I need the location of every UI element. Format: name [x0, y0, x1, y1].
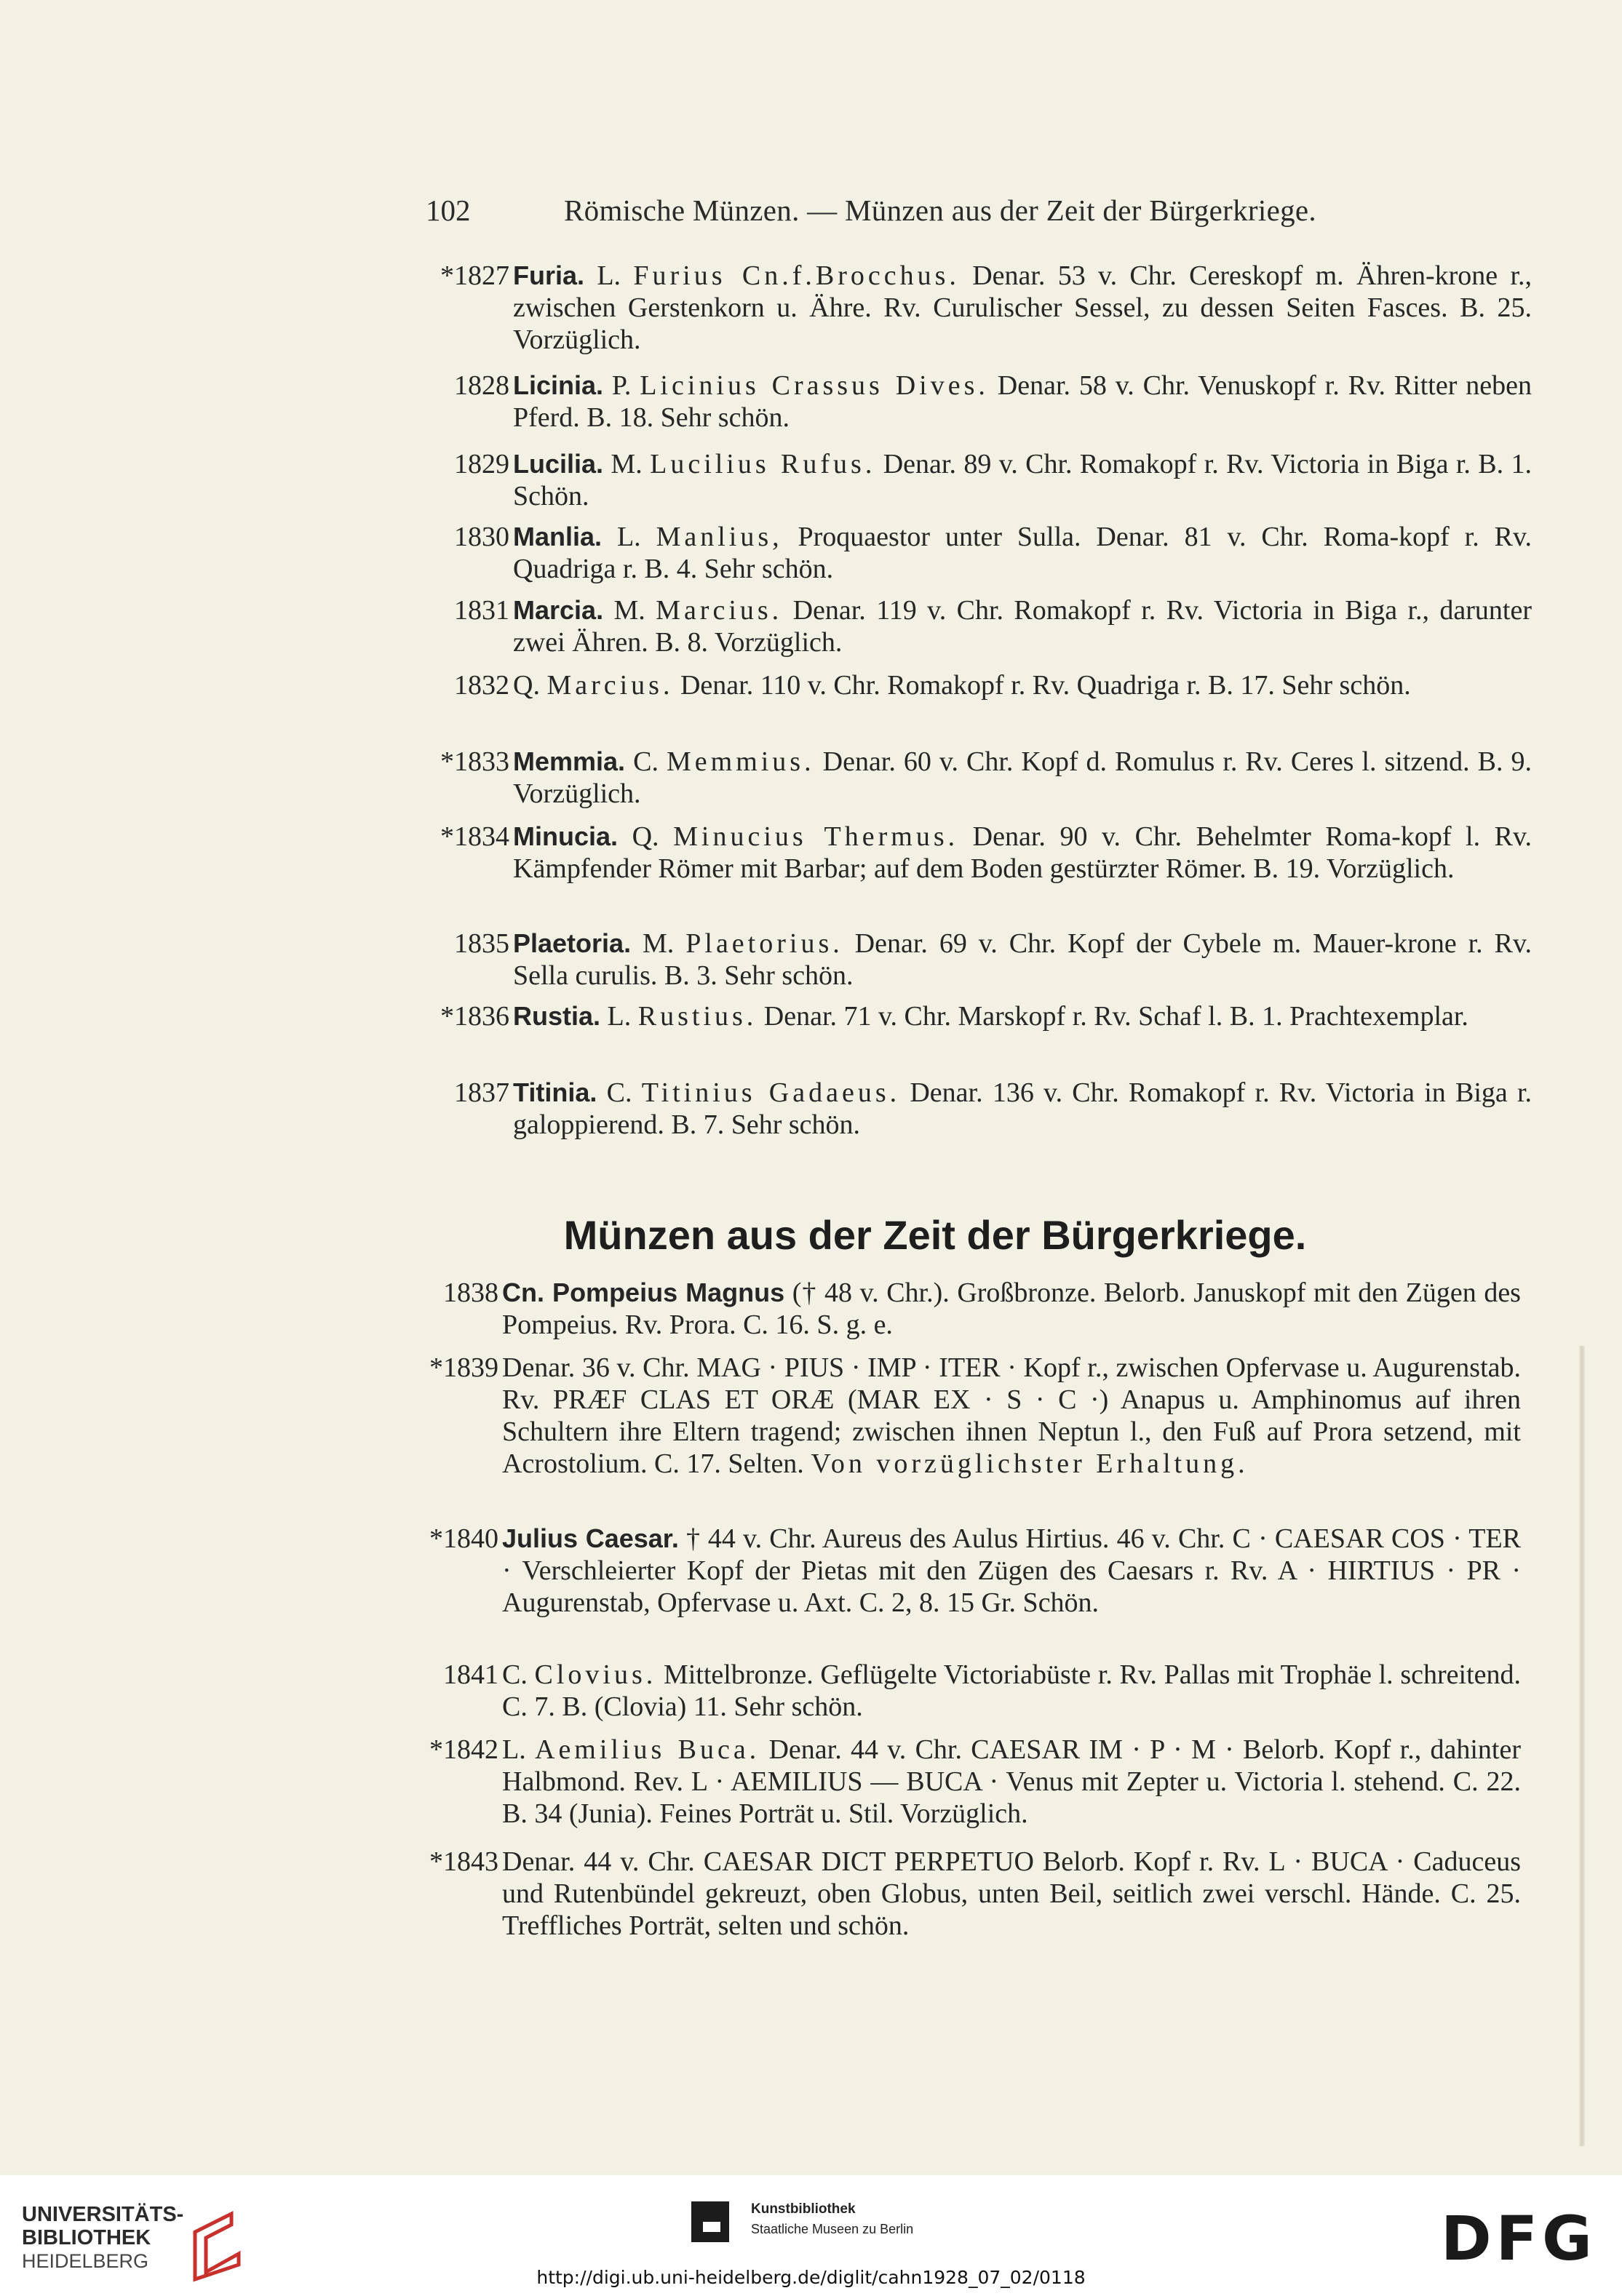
entry-family-name: Licinia.: [513, 370, 604, 400]
entry-description: † 44 v. Chr. Aureus des Aulus Hirtius. 46 v. Chr. C · CAESAR COS · TER · Verschleierter Kopf der Pietas mit den Zügen des Caesars r. Rv. A · HIRTIUS · PR · Augurenstab, Opfervase u. Axt. C. 2, 8. 15 Gr. Schön.: [502, 1523, 1522, 1618]
entry-moneyer: Marcius.: [656, 595, 783, 626]
entry-family-name: Marcia.: [513, 595, 604, 625]
entry-number: 1832: [454, 670, 509, 701]
entry-description: († 48 v. Chr.). Großbronze. Belorb. Januskopf mit den Zügen des Pompeius. Rv. Prora. C. 16. S. g. e.: [502, 1277, 1521, 1340]
entry-praenomen: M.: [613, 595, 645, 626]
entry-moneyer: Minucius Thermus.: [673, 821, 959, 852]
entry-moneyer: Manlius,: [656, 522, 783, 552]
entry-family-name: Memmia.: [513, 746, 626, 776]
entry-description: Denar. 36 v. Chr. MAG · PIUS · IMP · ITER · Kopf r., zwischen Opfervase u. Augurenstab. Rv. PRÆF CLAS ET ORÆ (MAR EX · S · C ·) Anapus u. Amphinomus auf ihren Schultern ihre Eltern tragend; zwischen ihnen Neptun l., den Fuß auf Prora setzend, mit Acrostolium. C. 17. Selten.: [502, 1352, 1521, 1479]
kb-logo-line1: Kunstbibliothek: [751, 2201, 856, 2217]
ub-logo-line1: UNIVERSITÄTS-: [22, 2203, 184, 2226]
page-number: 102: [426, 194, 471, 227]
entry-number: *1827: [440, 260, 509, 291]
viewer-footer: [0, 2175, 1622, 2296]
entry-family-name: Furia.: [513, 260, 585, 290]
entry-number: 1835: [454, 928, 509, 959]
page-edge-shadow: [1579, 1346, 1585, 2146]
entry-moneyer: Furius Cn.f.Brocchus.: [633, 260, 960, 291]
ub-logo-line3: HEIDELBERG: [22, 2250, 149, 2272]
entry-description: Denar. 58 v. Chr. Venuskopf r. Rv. Ritter neben Pferd. B. 18. Sehr schön.: [513, 370, 1532, 433]
entry-moneyer: Marcius.: [546, 670, 674, 701]
entry-number: *1840: [429, 1523, 498, 1554]
entry-description: Denar. 69 v. Chr. Kopf der Cybele m. Mauer-krone r. Rv. Sella curulis. B. 3. Sehr schön.: [513, 928, 1532, 991]
entry-family-name: Julius Caesar.: [502, 1523, 679, 1553]
entry-praenomen: C.: [606, 1077, 632, 1108]
entry-praenomen: C.: [633, 746, 659, 777]
entry-praenomen: L.: [502, 1734, 526, 1765]
entry-praenomen: M.: [611, 449, 643, 479]
entry-praenomen: Q.: [513, 670, 540, 701]
entry-number: 1831: [454, 595, 509, 626]
entry-number: 1841: [443, 1659, 498, 1690]
entry-number: *1842: [429, 1734, 498, 1765]
entry-praenomen: L.: [616, 522, 641, 552]
entry-moneyer: Aemilius Buca.: [535, 1734, 760, 1765]
entry-number: *1834: [440, 821, 509, 852]
entry-description: Denar. 136 v. Chr. Romakopf r. Rv. Victoria in Biga r. galoppierend. B. 7. Sehr schön.: [513, 1077, 1532, 1140]
entry-number: *1843: [429, 1846, 498, 1877]
entry-praenomen: L.: [607, 1001, 632, 1032]
entry-description: Denar. 71 v. Chr. Marskopf r. Rv. Schaf l. B. 1. Prachtexemplar.: [757, 1001, 1468, 1032]
entry-description: Proquaestor unter Sulla. Denar. 81 v. Chr. Roma-kopf r. Rv. Quadriga r. B. 4. Sehr schön.: [513, 522, 1532, 584]
entry-family-name: Rustia.: [513, 1001, 601, 1031]
entry-moneyer: Plaetorius.: [685, 928, 843, 959]
entry-praenomen: Q.: [632, 821, 659, 852]
kunstbibliothek-logo[interactable]: [691, 2199, 953, 2257]
entry-moneyer: Licinius Crassus Dives.: [640, 370, 989, 401]
entry-description: Denar. 119 v. Chr. Romakopf r. Rv. Victoria in Biga r., darunter zwei Ähren. B. 8. Vorzüglich.: [513, 595, 1532, 658]
entry-praenomen: C.: [502, 1659, 528, 1690]
entry-number: 1828: [454, 370, 509, 401]
entry-description: Denar. 44 v. Chr. CAESAR DICT PERPETUO Belorb. Kopf r. Rv. L · BUCA · Caduceus und Rutenbündel gekreuzt, oben Globus, unten Beil, seitlich zwei verschl. Hände. C. 25. Treffliches Porträt, selten und schön.: [502, 1846, 1521, 1941]
entry-description: Denar. 60 v. Chr. Kopf d. Romulus r. Rv. Ceres l. sitzend. B. 9. Vorzüglich.: [513, 746, 1532, 809]
section-heading: Münzen aus der Zeit der Bürgerkriege.: [563, 1212, 1307, 1258]
entry-number: 1830: [454, 522, 509, 552]
entry-description: Denar. 89 v. Chr. Romakopf r. Rv. Victoria in Biga r. B. 1. Schön.: [513, 449, 1532, 511]
entry-moneyer: Clovius.: [534, 1659, 657, 1690]
entry-number: 1829: [454, 449, 509, 479]
entry-description: Denar. 90 v. Chr. Behelmter Roma-kopf l. Rv. Kämpfender Römer mit Barbar; auf dem Boden gestürzter Römer. B. 19. Vorzüglich.: [513, 821, 1532, 884]
entry-praenomen: P.: [611, 370, 632, 401]
entry-moneyer: Rustius.: [637, 1001, 758, 1032]
entry-description: Denar. 44 v. Chr. CAESAR IM · P · M · Belorb. Kopf r., dahinter Halbmond. Rev. L · AEMILIUS — BUCA · Venus mit Zepter u. Victoria l. stehend. C. 22. B. 34 (Junia). Feines Porträt u. Stil. Vorzüglich.: [502, 1734, 1521, 1829]
entry-family-name: Titinia.: [513, 1077, 597, 1107]
entry-praenomen: L.: [597, 260, 621, 291]
entry-number: *1839: [429, 1352, 498, 1383]
entry-grade: Von vorzüglichster Erhaltung.: [811, 1448, 1249, 1479]
entry-moneyer: Memmius.: [666, 746, 815, 777]
entry-family-name: Minucia.: [513, 821, 619, 851]
kunstbibliothek-mark-icon: [691, 2201, 729, 2242]
entry-description: Mittelbronze. Geflügelte Victoriabüste r. Rv. Pallas mit Trophäe l. schreitend. C. 7. B. (Clovia) 11. Sehr schön.: [502, 1659, 1521, 1722]
running-head-title: Römische Münzen. — Münzen aus der Zeit der Bürgerkriege.: [564, 194, 1316, 227]
entry-number: 1838: [443, 1277, 498, 1308]
permalink-url[interactable]: http://digi.ub.uni-heidelberg.de/diglit/cahn1928_07_02/0118: [536, 2267, 1086, 2288]
entry-family-name: Manlia.: [513, 522, 603, 551]
entry-number: *1833: [440, 746, 509, 777]
entry-moneyer: Lucilius Rufus.: [650, 449, 876, 479]
running-head: [426, 193, 1415, 236]
ub-logo-line2: BIBLIOTHEK: [22, 2226, 151, 2249]
entry-number: *1836: [440, 1001, 509, 1032]
entry-description: Denar. 53 v. Chr. Cereskopf m. Ähren-krone r., zwischen Gerstenkorn u. Ähre. Rv. Curulischer Sessel, zu dessen Seiten Fasces. B. 25. Vorzüglich.: [513, 260, 1532, 355]
kb-logo-line2: Staatliche Museen zu Berlin: [751, 2222, 914, 2236]
entry-family-name: Cn. Pompeius Magnus: [502, 1277, 785, 1307]
entry-moneyer: Titinius Gadaeus.: [641, 1077, 901, 1108]
entry-number: 1837: [454, 1077, 509, 1108]
entry-family-name: Lucilia.: [513, 449, 604, 479]
entry-description: Denar. 110 v. Chr. Romakopf r. Rv. Quadriga r. B. 17. Sehr schön.: [673, 670, 1411, 701]
entry-praenomen: M.: [643, 928, 675, 959]
entry-family-name: Plaetoria.: [513, 928, 632, 958]
dfg-logo[interactable]: DFG: [1440, 2203, 1597, 2274]
